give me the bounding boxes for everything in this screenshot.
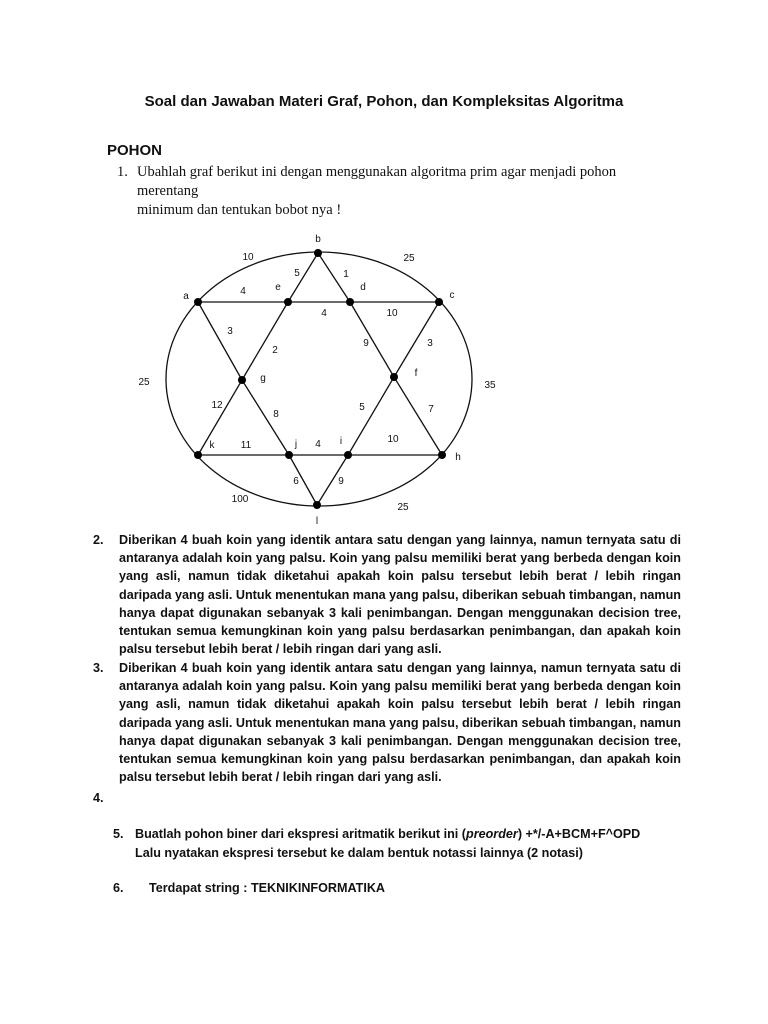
edge-weight-a-e: 4 bbox=[240, 286, 246, 297]
edge-e-g bbox=[242, 302, 288, 380]
edge-weight-a-b: 10 bbox=[242, 252, 254, 263]
question-number: 1. bbox=[117, 164, 128, 180]
question-1-line-2: minimum dan tentukan bobot nya ! bbox=[137, 202, 342, 218]
graph-diagram bbox=[130, 228, 520, 528]
edge-weight-f-i: 5 bbox=[359, 402, 365, 413]
document-title: Soal dan Jawaban Materi Graf, Pohon, dan Kompleksitas Algoritma bbox=[144, 93, 624, 110]
question-5-line-2: Lalu nyatakan ekspresi tersebut ke dalam bentuk notassi lainnya (2 notasi) bbox=[135, 845, 583, 860]
emphasis-text: preorder bbox=[466, 827, 518, 841]
edge-weight-a-k: 25 bbox=[138, 377, 150, 388]
vertex-label-c: c bbox=[449, 290, 455, 301]
outer-ellipse-edges bbox=[166, 252, 472, 506]
edge-weight-b-e: 5 bbox=[294, 268, 300, 279]
edge-weight-i-h: 10 bbox=[387, 434, 399, 445]
edge-weight-e-g: 2 bbox=[272, 345, 278, 356]
text-part: Buatlah pohon biner dari ekspresi aritmatik berikut ini ( bbox=[135, 827, 467, 841]
vertex-c bbox=[435, 298, 443, 306]
question-5-line-1 bbox=[135, 825, 640, 844]
question-number: 5. bbox=[113, 827, 124, 841]
vertex-label-l: l bbox=[315, 516, 319, 527]
question-1-line-1: Ubahlah graf berikut ini dengan menggunakan algoritma prim agar menjadi pohon merentang bbox=[137, 164, 617, 199]
edge-weight-b-d: 1 bbox=[343, 269, 349, 280]
edge-weight-k-j: 11 bbox=[240, 440, 252, 451]
vertex-label-j: j bbox=[294, 439, 298, 450]
edge-weight-c-f: 3 bbox=[427, 338, 433, 349]
edge-weight-c-h: 35 bbox=[484, 380, 496, 391]
vertex-label-i: i bbox=[339, 436, 343, 447]
vertex-i bbox=[344, 451, 352, 459]
edge-weight-f-h: 7 bbox=[428, 404, 434, 415]
section-heading: POHON bbox=[107, 142, 163, 159]
question-2 bbox=[93, 531, 681, 658]
edge-weight-a-g: 3 bbox=[227, 326, 233, 337]
question-text: Terdapat string : TEKNIKINFORMATIKA bbox=[149, 881, 386, 895]
question-text bbox=[137, 163, 677, 220]
question-number: 2. bbox=[93, 533, 104, 547]
vertex-label-g: g bbox=[260, 373, 266, 384]
edge-weight-b-c: 25 bbox=[403, 253, 415, 264]
vertex-label-e: e bbox=[275, 282, 281, 293]
edge-weight-d-c: 10 bbox=[386, 308, 398, 319]
vertex-label-k: k bbox=[209, 440, 215, 451]
vertex-label-d: d bbox=[360, 282, 366, 293]
edge-weight-l-h: 25 bbox=[397, 502, 409, 513]
edge-weight-k-l: 100 bbox=[231, 494, 249, 505]
vertex-k bbox=[194, 451, 202, 459]
vertex-label-h: h bbox=[455, 452, 461, 463]
edge-weight-g-k: 12 bbox=[211, 400, 223, 411]
edge-weight-j-l: 6 bbox=[293, 476, 299, 487]
text-part: ) +*/-A+BCM+F^OPD bbox=[517, 827, 641, 841]
edge-g-k bbox=[198, 380, 242, 455]
question-1 bbox=[117, 163, 677, 220]
vertex-b bbox=[314, 249, 322, 257]
vertex-j bbox=[285, 451, 293, 459]
edge-a-g bbox=[198, 302, 242, 380]
question-number: 4. bbox=[93, 791, 104, 805]
question-5 bbox=[113, 825, 640, 862]
vertex-h bbox=[438, 451, 446, 459]
vertex-label-b: b bbox=[315, 234, 321, 245]
edge-weight-i-l: 9 bbox=[338, 476, 344, 487]
edge-weight-j-i: 4 bbox=[315, 439, 321, 450]
edge-weight-g-j: 8 bbox=[273, 409, 279, 420]
vertex-d bbox=[346, 298, 354, 306]
edge-b-e bbox=[288, 253, 318, 302]
vertex-a bbox=[194, 298, 202, 306]
vertex-label-f: f bbox=[414, 368, 418, 379]
vertex-l bbox=[313, 501, 321, 509]
question-text: Diberikan 4 buah koin yang identik antara satu dengan yang lainnya, namun ternyata satu di antaranya adalah koin yang palsu. Koin yang palsu memiliki berat yang berbeda dengan koin yang asli, namun tidak diketahui apakah koin palsu tersebut lebih berat / lebih ringan daripada yang asli. Untuk menentukan mana yang palsu, diberikan sebuah timbangan, namun hanya dapat digunakan sebanyak 3 kali penimbangan. Dengan menggunakan decision tree, tentukan semua kemungkinan koin yang palsu berdasarkan penimbangan, dan apakah koin palsu tersebut lebih berat / lebih ringan dari yang asli. bbox=[119, 661, 681, 785]
question-text bbox=[135, 825, 640, 862]
question-text: Diberikan 4 buah koin yang identik antara satu dengan yang lainnya, namun ternyata satu di antaranya adalah koin yang palsu. Koin yang palsu memiliki berat yang berbeda dengan koin yang asli, namun tidak diketahui apakah koin palsu tersebut lebih berat / lebih ringan daripada yang asli. Untuk menentukan mana yang palsu, diberikan sebuah timbangan, namun hanya dapat digunakan sebanyak 3 kali penimbangan. Dengan menggunakan decision tree, tentukan semua kemungkinan koin yang palsu berdasarkan penimbangan, dan apakah koin palsu tersebut lebih berat / lebih ringan dari yang asli. bbox=[119, 533, 681, 657]
vertex-e bbox=[284, 298, 292, 306]
edge-weight-d-f: 9 bbox=[363, 338, 369, 349]
vertex-f bbox=[390, 373, 398, 381]
question-3 bbox=[93, 659, 681, 786]
edge-f-h bbox=[394, 377, 442, 455]
question-6 bbox=[113, 881, 385, 895]
vertex-label-a: a bbox=[183, 291, 189, 302]
edge-weight-e-d: 4 bbox=[321, 308, 327, 319]
vertex-g bbox=[238, 376, 246, 384]
question-number: 3. bbox=[93, 661, 104, 675]
question-number: 6. bbox=[113, 881, 124, 895]
